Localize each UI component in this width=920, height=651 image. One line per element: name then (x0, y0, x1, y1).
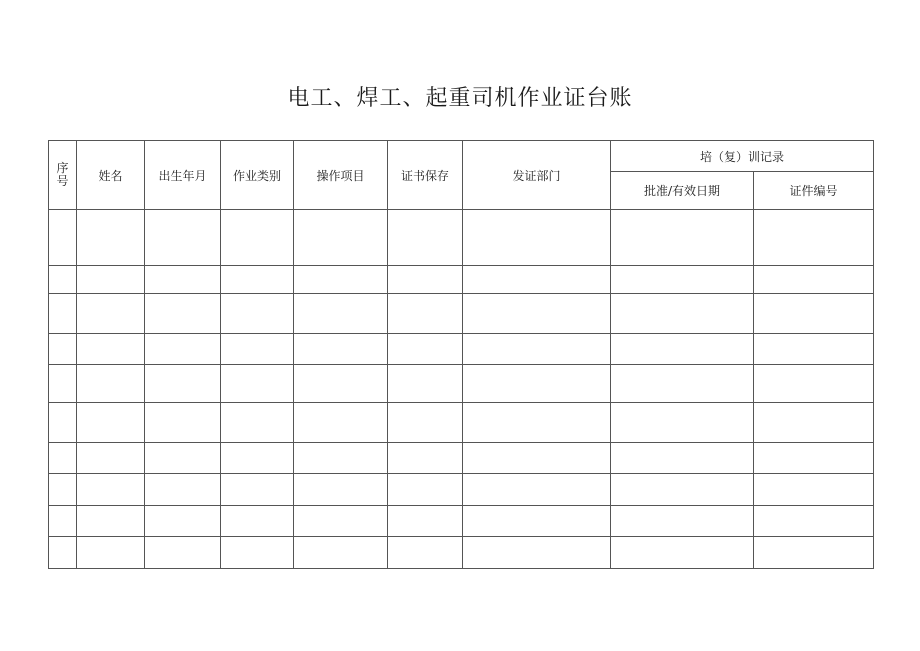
table-cell[interactable] (463, 506, 611, 537)
table-cell[interactable] (611, 210, 754, 266)
table-cell[interactable] (77, 537, 145, 569)
table-cell[interactable] (49, 443, 77, 474)
table-cell[interactable] (294, 210, 388, 266)
ledger-body (49, 210, 874, 569)
table-cell[interactable] (463, 443, 611, 474)
table-cell[interactable] (145, 365, 221, 403)
table-cell[interactable] (754, 403, 874, 443)
table-cell[interactable] (77, 474, 145, 506)
table-cell[interactable] (221, 266, 294, 294)
table-cell[interactable] (221, 294, 294, 334)
table-cell[interactable] (49, 334, 77, 365)
table-cell[interactable] (145, 537, 221, 569)
table-cell[interactable] (77, 266, 145, 294)
table-cell[interactable] (388, 334, 463, 365)
table-cell[interactable] (463, 365, 611, 403)
table-cell[interactable] (611, 537, 754, 569)
table-cell[interactable] (294, 474, 388, 506)
table-cell[interactable] (463, 266, 611, 294)
table-cell[interactable] (388, 294, 463, 334)
table-cell[interactable] (754, 474, 874, 506)
table-cell[interactable] (145, 403, 221, 443)
table-cell[interactable] (49, 506, 77, 537)
table-row (49, 266, 874, 294)
document-title: 电工、焊工、起重司机作业证台账 (287, 86, 633, 111)
table-row (49, 294, 874, 334)
table-cell[interactable] (77, 210, 145, 266)
table-cell[interactable] (463, 210, 611, 266)
table-cell[interactable] (388, 365, 463, 403)
table-cell[interactable] (145, 474, 221, 506)
table-cell[interactable] (754, 294, 874, 334)
table-cell[interactable] (388, 266, 463, 294)
header-item: 操作项目 (294, 141, 388, 210)
table-cell[interactable] (294, 403, 388, 443)
table-cell[interactable] (145, 294, 221, 334)
table-cell[interactable] (754, 334, 874, 365)
table-cell[interactable] (145, 210, 221, 266)
table-cell[interactable] (294, 537, 388, 569)
table-cell[interactable] (388, 443, 463, 474)
table-row (49, 210, 874, 266)
table-cell[interactable] (388, 474, 463, 506)
table-cell[interactable] (463, 294, 611, 334)
table-cell[interactable] (221, 365, 294, 403)
table-cell[interactable] (77, 294, 145, 334)
header-name: 姓名 (77, 141, 145, 210)
table-cell[interactable] (221, 210, 294, 266)
table-cell[interactable] (611, 334, 754, 365)
table-cell[interactable] (145, 443, 221, 474)
table-cell[interactable] (49, 210, 77, 266)
table-cell[interactable] (221, 403, 294, 443)
certificate-ledger-table (48, 140, 874, 569)
table-cell[interactable] (463, 403, 611, 443)
table-cell[interactable] (754, 537, 874, 569)
header-cert-keep: 证书保存 (388, 141, 463, 210)
table-cell[interactable] (221, 537, 294, 569)
table-cell[interactable] (754, 506, 874, 537)
table-cell[interactable] (294, 294, 388, 334)
header-birth: 出生年月 (145, 141, 221, 210)
header-seq-label: 序号 (56, 161, 69, 188)
table-row (49, 506, 874, 537)
table-cell[interactable] (388, 403, 463, 443)
table-cell[interactable] (145, 334, 221, 365)
table-cell[interactable] (49, 365, 77, 403)
table-cell[interactable] (611, 365, 754, 403)
header-category: 作业类别 (221, 141, 294, 210)
table-row (49, 334, 874, 365)
table-cell[interactable] (221, 334, 294, 365)
table-cell[interactable] (388, 210, 463, 266)
table-cell[interactable] (145, 266, 221, 294)
table-cell[interactable] (611, 506, 754, 537)
table-cell[interactable] (221, 443, 294, 474)
table-cell[interactable] (754, 365, 874, 403)
table-cell[interactable] (49, 474, 77, 506)
table-row (49, 474, 874, 506)
table-cell[interactable] (463, 474, 611, 506)
table-cell[interactable] (77, 403, 145, 443)
table-cell[interactable] (294, 506, 388, 537)
table-cell[interactable] (611, 266, 754, 294)
table-cell[interactable] (77, 334, 145, 365)
table-cell[interactable] (77, 506, 145, 537)
header-cert-no: 证件编号 (754, 172, 874, 210)
table-cell[interactable] (77, 443, 145, 474)
header-seq (49, 141, 77, 210)
table-cell[interactable] (611, 443, 754, 474)
table-cell[interactable] (294, 443, 388, 474)
table-row (49, 365, 874, 403)
table-cell[interactable] (49, 403, 77, 443)
table-cell[interactable] (463, 537, 611, 569)
table-cell[interactable] (388, 537, 463, 569)
table-cell[interactable] (754, 266, 874, 294)
table-cell[interactable] (611, 403, 754, 443)
table-cell[interactable] (221, 506, 294, 537)
table-row (49, 403, 874, 443)
table-cell[interactable] (221, 474, 294, 506)
table-cell[interactable] (294, 365, 388, 403)
table-cell[interactable] (49, 294, 77, 334)
header-issuer: 发证部门 (463, 141, 611, 210)
table-cell[interactable] (294, 266, 388, 294)
header-training-group: 培（复）训记录 (611, 141, 874, 172)
table-cell[interactable] (77, 365, 145, 403)
table-cell[interactable] (145, 506, 221, 537)
table-cell[interactable] (463, 334, 611, 365)
table-cell[interactable] (611, 474, 754, 506)
table-row (49, 443, 874, 474)
table-cell[interactable] (754, 443, 874, 474)
table-cell[interactable] (49, 537, 77, 569)
table-cell[interactable] (49, 266, 77, 294)
table-cell[interactable] (294, 334, 388, 365)
table-row (49, 537, 874, 569)
table-cell[interactable] (754, 210, 874, 266)
header-approval-date: 批准/有效日期 (611, 172, 754, 210)
table-cell[interactable] (388, 506, 463, 537)
table-cell[interactable] (611, 294, 754, 334)
